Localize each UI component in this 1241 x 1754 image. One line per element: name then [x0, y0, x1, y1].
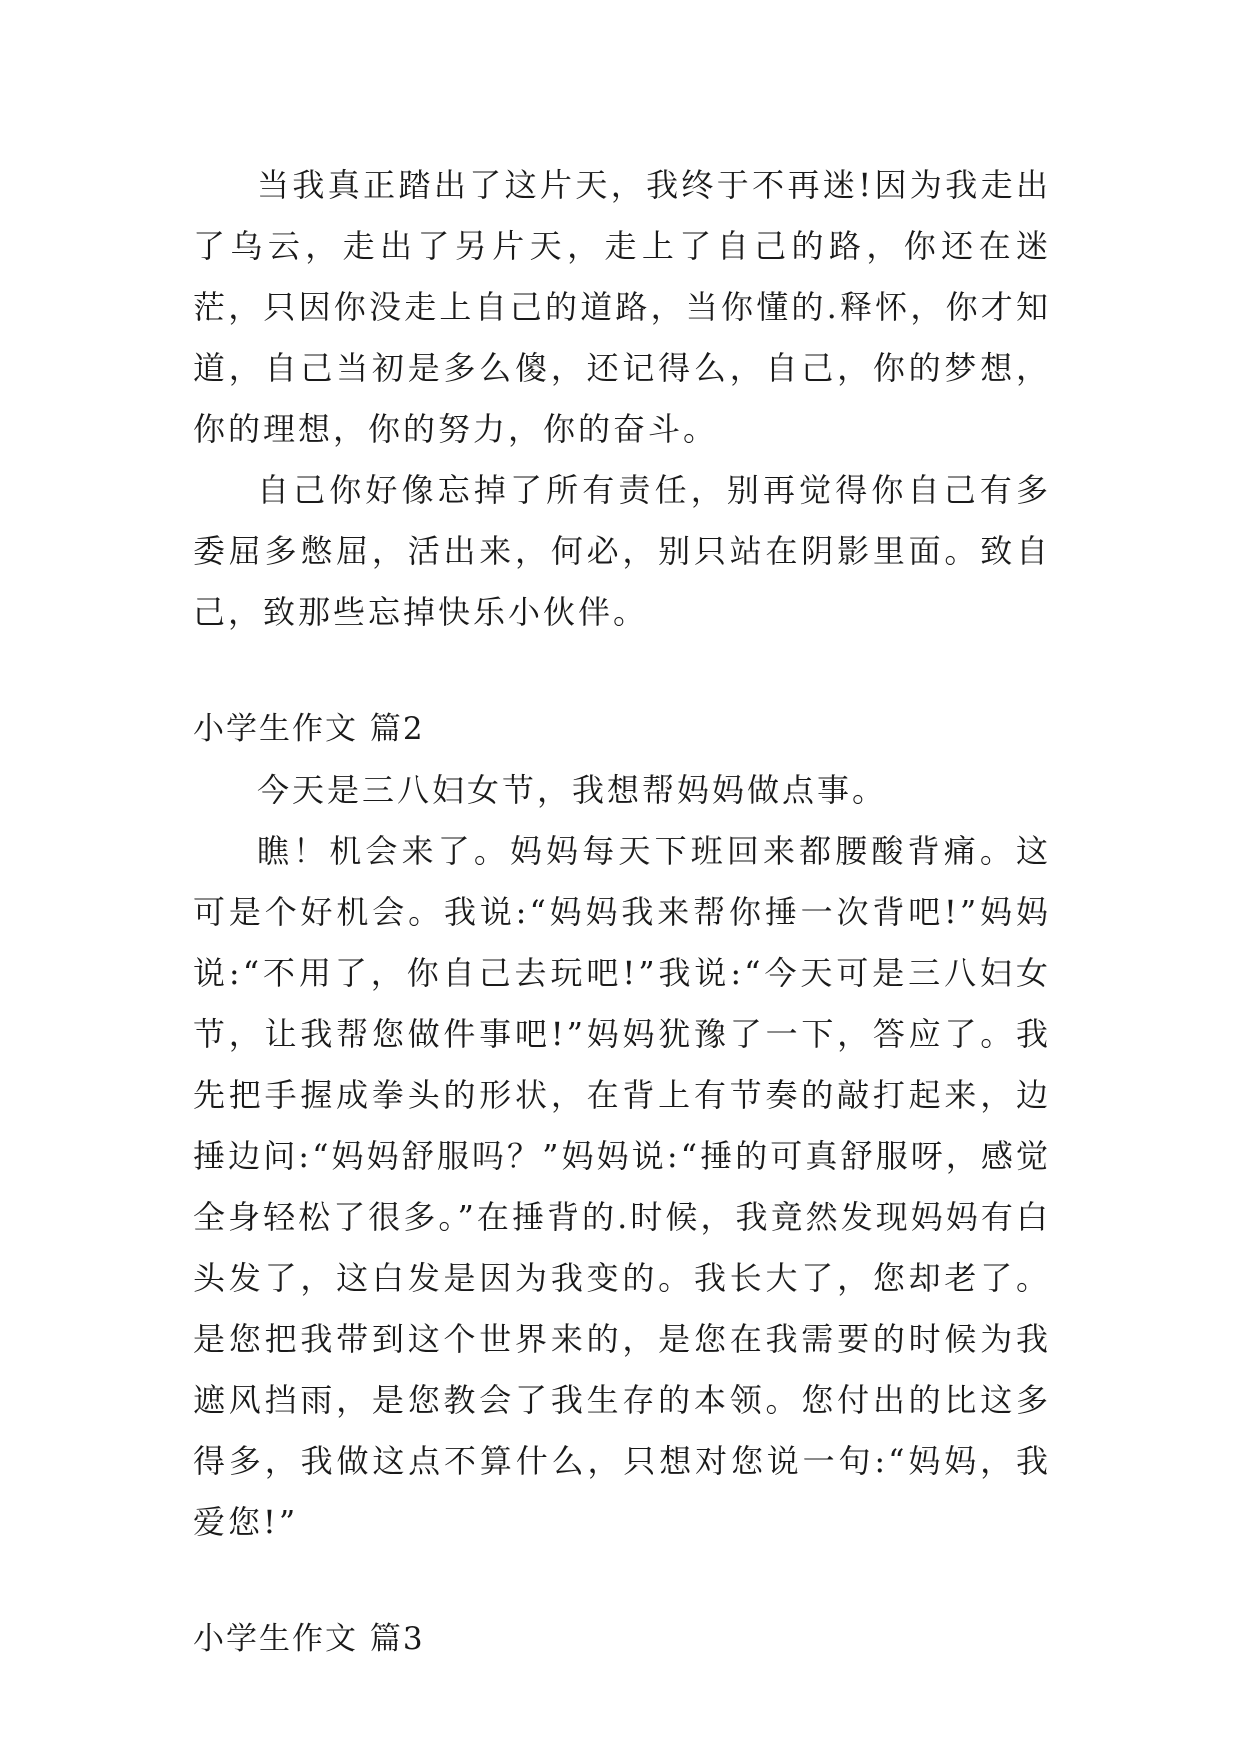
paragraph: 自己你好像忘掉了所有责任，别再觉得你自己有多委屈多憋屈，活出来，何必，别只站在阴影里面。致自己，致那些忘掉快乐小伙伴。 — [193, 471, 1051, 631]
section-heading: 小学生作文 篇3 — [193, 1621, 425, 1657]
section-gap — [193, 643, 1051, 699]
section-heading: 小学生作文 篇2 — [193, 711, 425, 747]
paragraph: 瞧！机会来了。妈妈每天下班回来都腰酸背痛。这可是个好机会。我说:“妈妈我来帮你捶一次背吧!”妈妈说:“不用了，你自己去玩吧!”我说:“今天可是三八妇女节，让我帮您做件事吧!”妈妈犹豫了一下，答应了。我先把手握成拳头的形状，在背上有节奏的敲打起来，边捶边问:“妈妈舒服吗？”妈妈说:“捶的可真舒服呀，感觉全身轻松了很多。”在捶背的.时候，我竟然发现妈妈有白头发了，这白发是因为我变的。我长大了，您却老了。是您把我带到这个世界来的，是您在我需要的时候为我遮风挡雨，是您教会了我生存的本领。您付出的比这多得多，我做这点不算什么，只想对您说一句:“妈妈，我爱您!” — [193, 832, 1051, 1541]
document-page — [193, 155, 1051, 1670]
section-gap — [193, 1553, 1051, 1609]
paragraph: 当我真正踏出了这片天，我终于不再迷!因为我走出了乌云，走出了另片天，走上了自己的路，你还在迷茫，只因你没走上自己的道路，当你懂的.释怀，你才知道，自己当初是多么傻，还记得么，自己，你的梦想，你的理想，你的努力，你的奋斗。 — [193, 166, 1051, 448]
paragraph: 今天是三八妇女节，我想帮妈妈做点事。 — [257, 771, 888, 809]
